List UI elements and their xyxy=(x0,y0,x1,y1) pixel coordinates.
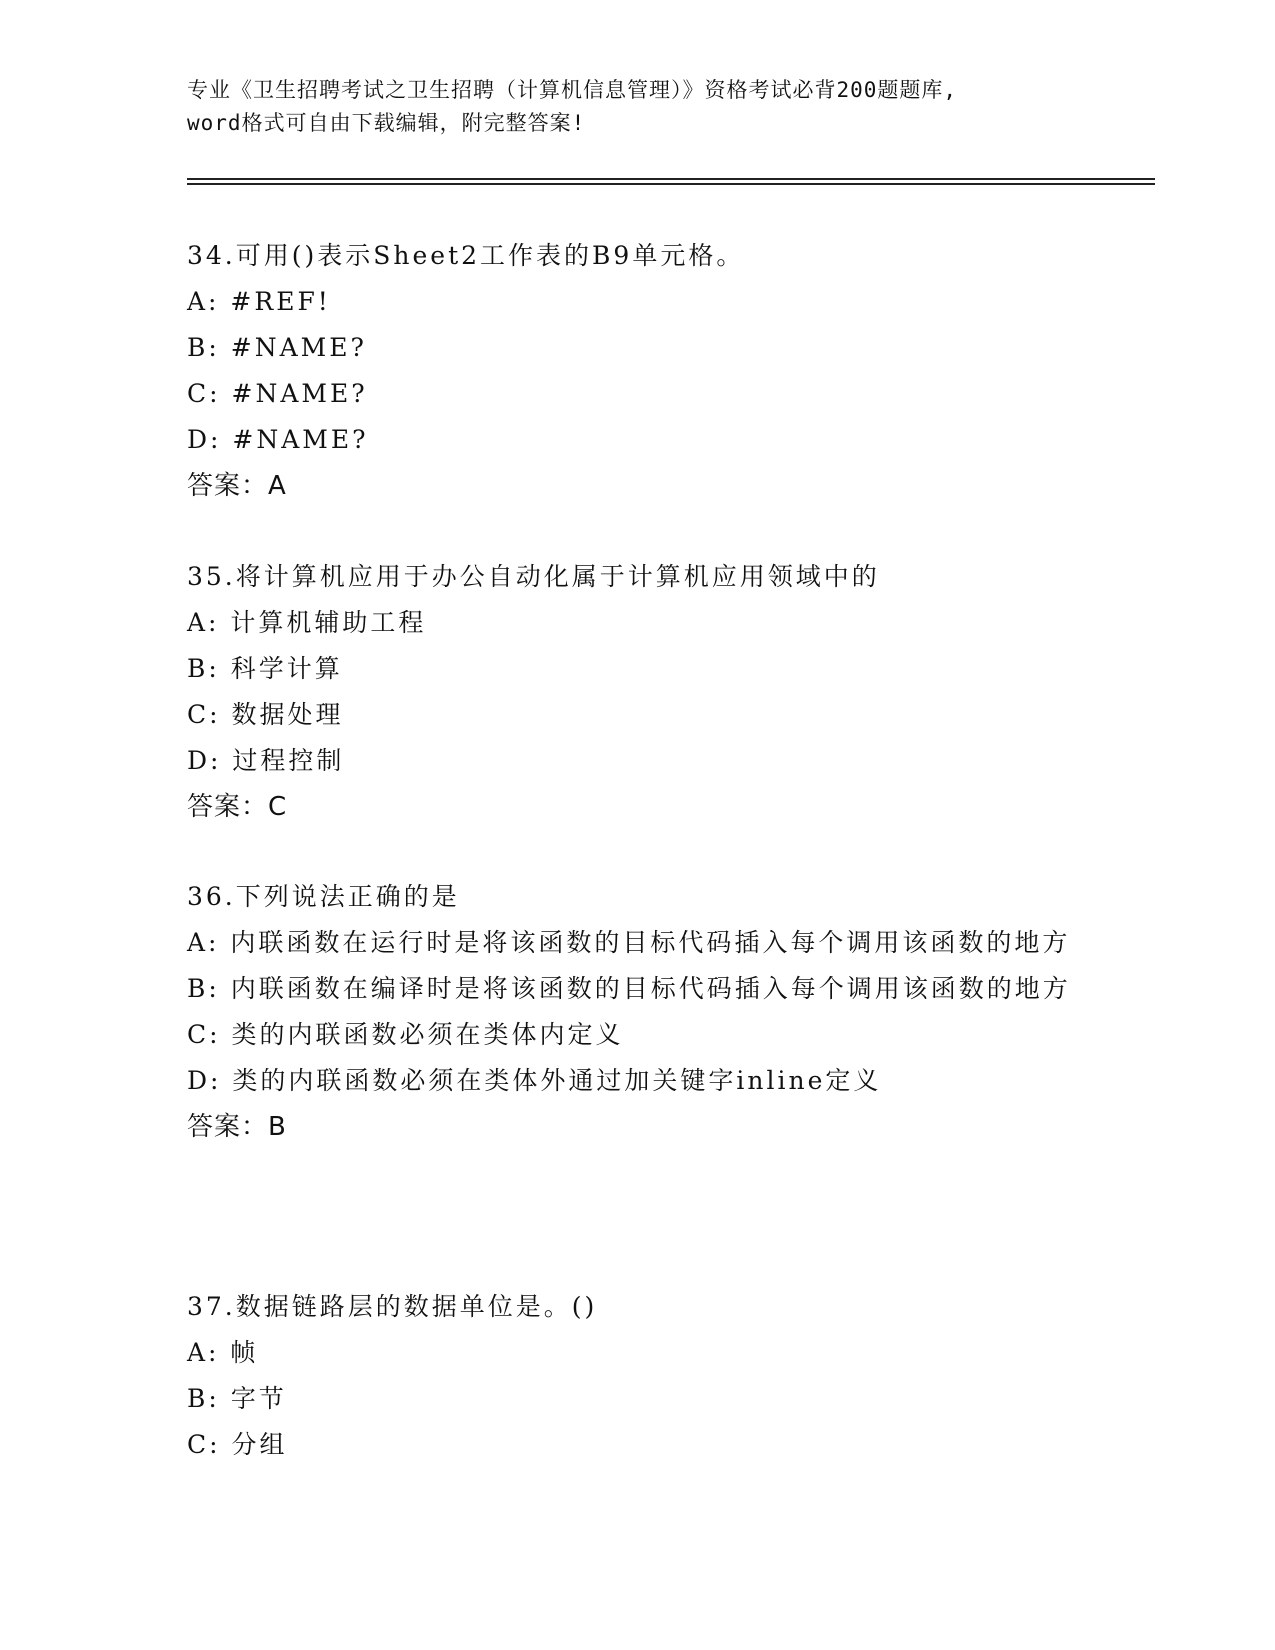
option-b: B: 科学计算 xyxy=(187,654,343,683)
header-divider-top xyxy=(187,178,1155,180)
option-b: B: 字节 xyxy=(187,1384,287,1413)
option-b: B: #NAME? xyxy=(187,333,367,362)
option-d: D: 类的内联函数必须在类体外通过加关键字inline定义 xyxy=(187,1066,882,1095)
option-c: C: 分组 xyxy=(187,1430,288,1459)
answer-text: 答案：B xyxy=(187,1112,287,1142)
answer-text: 答案：C xyxy=(187,792,288,822)
option-a: A: 内联函数在运行时是将该函数的目标代码插入每个调用该函数的地方 xyxy=(187,928,1071,957)
question-35 xyxy=(187,554,1087,830)
question-34 xyxy=(187,233,1087,509)
option-a: A: 计算机辅助工程 xyxy=(187,608,427,637)
header-divider-bottom xyxy=(187,183,1155,185)
option-a: A: 帧 xyxy=(187,1338,259,1367)
option-c: C: 数据处理 xyxy=(187,700,344,729)
option-a: A: #REF! xyxy=(187,287,331,316)
option-b: B: 内联函数在编译时是将该函数的目标代码插入每个调用该函数的地方 xyxy=(187,974,1071,1003)
question-title: 36.下列说法正确的是 xyxy=(187,882,460,911)
answer-text: 答案：A xyxy=(187,471,287,501)
header-line-1: 专业《卫生招聘考试之卫生招聘（计算机信息管理）》资格考试必背200题题库, xyxy=(187,78,958,102)
question-title: 34.可用()表示Sheet2工作表的B9单元格。 xyxy=(187,241,745,270)
option-d: D: 过程控制 xyxy=(187,746,345,775)
option-d: D: #NAME? xyxy=(187,425,369,454)
option-c: C: #NAME? xyxy=(187,379,368,408)
question-37 xyxy=(187,1284,1087,1468)
question-title: 35.将计算机应用于办公自动化属于计算机应用领域中的 xyxy=(187,562,880,591)
document-header xyxy=(187,74,1087,140)
question-title: 37.数据链路层的数据单位是。() xyxy=(187,1292,598,1321)
question-36 xyxy=(187,874,1087,1150)
header-line-2: word格式可自由下载编辑，附完整答案! xyxy=(187,111,586,135)
option-c: C: 类的内联函数必须在类体内定义 xyxy=(187,1020,624,1049)
